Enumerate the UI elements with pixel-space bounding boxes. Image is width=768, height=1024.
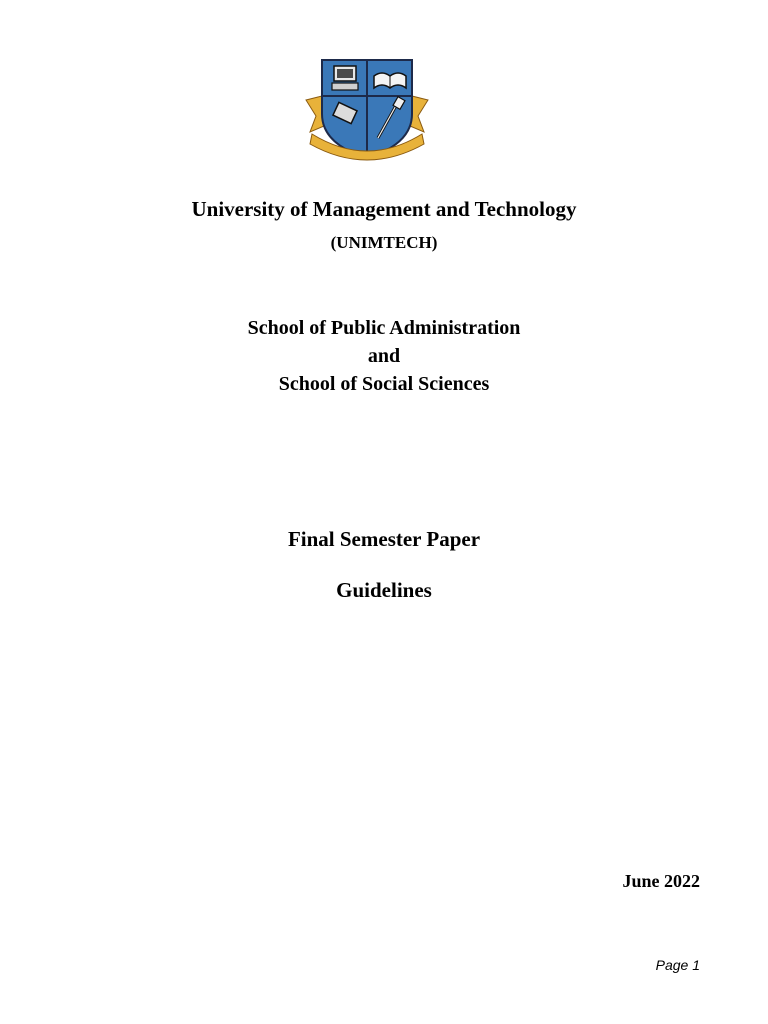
school-name-social-sciences: School of Social Sciences bbox=[278, 373, 490, 395]
school-name-public-administration: School of Public Administration bbox=[247, 317, 521, 339]
page-number: Page 1 bbox=[655, 957, 700, 973]
university-abbreviation: (UNIMTECH) bbox=[330, 233, 438, 252]
university-name: University of Management and Technology bbox=[191, 197, 577, 221]
university-crest-logo bbox=[302, 56, 432, 166]
document-date: June 2022 bbox=[622, 871, 700, 891]
school-conjunction: and bbox=[367, 345, 401, 367]
document-subtitle: Guidelines bbox=[336, 578, 432, 602]
document-title: Final Semester Paper bbox=[287, 527, 481, 551]
